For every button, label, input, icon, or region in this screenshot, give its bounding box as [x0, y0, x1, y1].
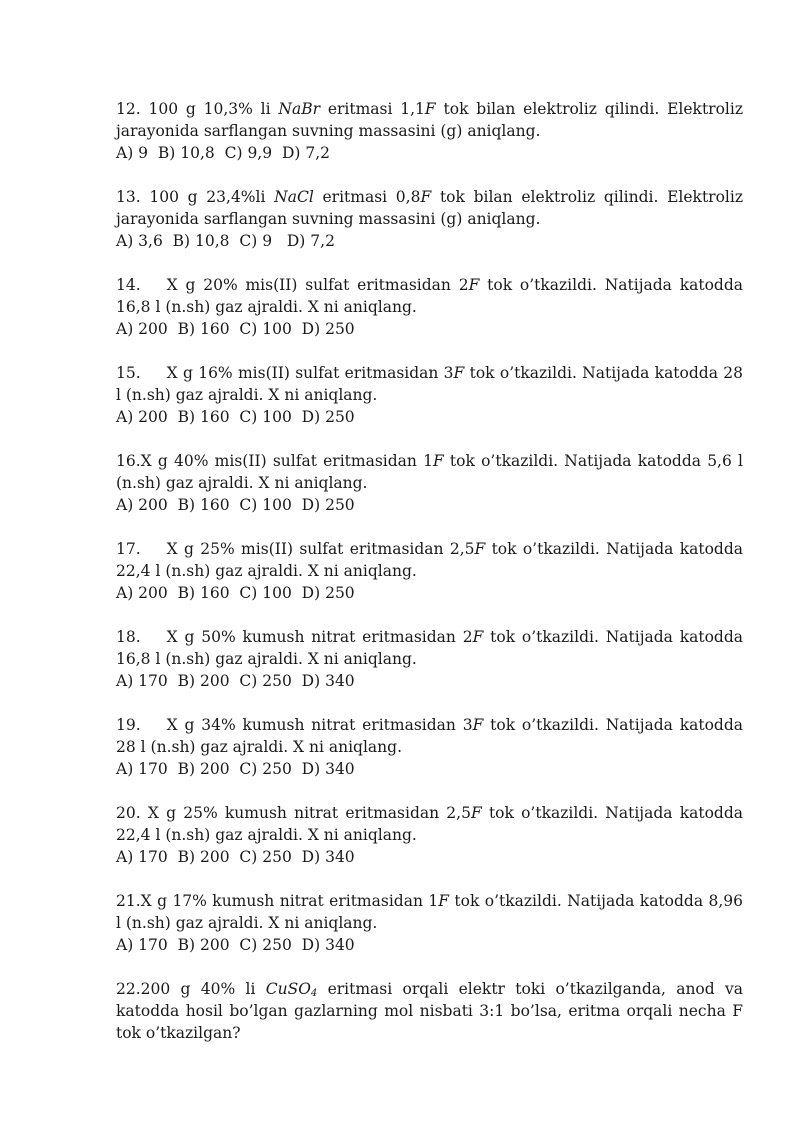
faraday-symbol: F — [432, 452, 444, 470]
stem-text: tok o’tkazildi. Natijada katodda 5,6 l (n.sh) gaz ajraldi. X ni aniqlang. — [116, 452, 743, 492]
stem-text: X g 34% kumush nitrat eritmasidan 3 — [166, 716, 473, 734]
faraday-symbol: F — [420, 188, 432, 206]
faraday-symbol: F — [468, 276, 480, 294]
stem-text: X g 25% kumush nitrat eritmasidan 2,5 — [147, 804, 471, 822]
stem-text: eritmasi 1,1 — [320, 100, 425, 118]
question-stem — [116, 714, 743, 758]
faraday-symbol: F — [472, 628, 484, 646]
question-number: 15. — [116, 364, 141, 382]
question-stem — [116, 362, 743, 406]
stem-text: tok o’tkazildi. Natijada katodda 28 l (n.sh) gaz ajraldi. X ni aniqlang. — [116, 364, 743, 404]
question-number: 13. — [116, 188, 141, 206]
question-14 — [116, 274, 743, 340]
question-13 — [116, 186, 743, 252]
question-19 — [116, 714, 743, 780]
faraday-symbol: F — [474, 540, 486, 558]
question-12 — [116, 98, 743, 164]
stem-text: X g 25% mis(II) sulfat eritmasidan 2,5 — [166, 540, 475, 558]
stem-text: tok o’tkazildi. Natijada katodda 16,8 l (n.sh) gaz ajraldi. X ni aniqlang. — [116, 628, 743, 668]
stem-text: eritmasi 0,8 — [313, 188, 421, 206]
question-stem — [116, 538, 743, 582]
question-number: 17. — [116, 540, 141, 558]
stem-text: tok o’tkazildi. Natijada katodda 22,4 l (n.sh) gaz ajraldi. X ni aniqlang. — [116, 540, 743, 580]
chemical-formula: NaBr — [278, 100, 321, 118]
answer-options: A) 200 B) 160 C) 100 D) 250 — [116, 584, 355, 602]
question-number: 12. — [116, 100, 141, 118]
answer-options: A) 170 B) 200 C) 250 D) 340 — [116, 936, 355, 954]
answer-options: A) 170 B) 200 C) 250 D) 340 — [116, 760, 355, 778]
question-stem — [116, 186, 743, 230]
stem-text: X g 40% mis(II) sulfat eritmasidan 1 — [140, 452, 433, 470]
question-stem — [116, 274, 743, 318]
answer-options: A) 200 B) 160 C) 100 D) 250 — [116, 408, 355, 426]
answer-options: A) 170 B) 200 C) 250 D) 340 — [116, 848, 355, 866]
stem-text: 100 g 23,4%li — [149, 188, 275, 206]
question-number: 19. — [116, 716, 141, 734]
document-page — [116, 98, 743, 1066]
stem-text: X g 20% mis(II) sulfat eritmasidan 2 — [166, 276, 469, 294]
faraday-symbol: F — [472, 716, 484, 734]
question-number: 20. — [116, 804, 141, 822]
stem-text: 200 g 40% li — [140, 980, 266, 998]
question-number: 21. — [116, 892, 141, 910]
question-stem — [116, 98, 743, 142]
question-number: 14. — [116, 276, 141, 294]
question-17 — [116, 538, 743, 604]
answer-options: A) 170 B) 200 C) 250 D) 340 — [116, 672, 355, 690]
answer-options: A) 9 B) 10,8 C) 9,9 D) 7,2 — [116, 144, 331, 162]
stem-text: 100 g 10,3% li — [148, 100, 279, 118]
stem-text: X g 17% kumush nitrat eritmasidan 1 — [140, 892, 439, 910]
answer-options: A) 200 B) 160 C) 100 D) 250 — [116, 496, 355, 514]
question-number: 16. — [116, 452, 141, 470]
question-stem — [116, 450, 743, 494]
faraday-symbol: F — [424, 100, 436, 118]
answer-options: A) 200 B) 160 C) 100 D) 250 — [116, 320, 355, 338]
question-22 — [116, 978, 743, 1044]
formula-subscript: 4 — [310, 988, 318, 999]
chemical-formula — [266, 980, 318, 998]
question-15 — [116, 362, 743, 428]
answer-options: A) 3,6 B) 10,8 C) 9 D) 7,2 — [116, 232, 335, 250]
stem-text: eritmasi orqali elektr toki o’tkazilganda, anod va katodda hosil bo’lgan gazlarning mol nisbati 3:1 bo’lsa, eritma orqali necha F tok o’tkazilgan? — [116, 980, 743, 1042]
question-16 — [116, 450, 743, 516]
question-stem — [116, 802, 743, 846]
question-20 — [116, 802, 743, 868]
question-stem — [116, 978, 743, 1044]
stem-text: tok bilan elektroliz qilindi. Elektroliz jarayonida sarflangan suvning massasini (g) aniqlang. — [116, 188, 743, 228]
question-18 — [116, 626, 743, 692]
stem-text: tok bilan elektroliz qilindi. Elektroliz jarayonida sarflangan suvning massasini (g) aniqlang. — [116, 100, 743, 140]
faraday-symbol: F — [453, 364, 465, 382]
question-number: 18. — [116, 628, 141, 646]
stem-text: tok o’tkazildi. Natijada katodda 8,96 l (n.sh) gaz ajraldi. X ni aniqlang. — [116, 892, 743, 932]
question-number: 22. — [116, 980, 141, 998]
stem-text: X g 50% kumush nitrat eritmasidan 2 — [166, 628, 473, 646]
faraday-symbol: F — [470, 804, 482, 822]
stem-text: X g 16% mis(II) sulfat eritmasidan 3 — [166, 364, 454, 382]
question-stem — [116, 626, 743, 670]
stem-text: tok o’tkazildi. Natijada katodda 28 l (n.sh) gaz ajraldi. X ni aniqlang. — [116, 716, 743, 756]
chemical-formula: NaCl — [274, 188, 314, 206]
stem-text: tok o’tkazildi. Natijada katodda 22,4 l (n.sh) gaz ajraldi. X ni aniqlang. — [116, 804, 743, 844]
question-21 — [116, 890, 743, 956]
faraday-symbol: F — [438, 892, 449, 910]
formula-main: CuSO — [265, 980, 311, 998]
question-stem — [116, 890, 743, 934]
stem-text: tok o’tkazildi. Natijada katodda 16,8 l (n.sh) gaz ajraldi. X ni aniqlang. — [116, 276, 743, 316]
